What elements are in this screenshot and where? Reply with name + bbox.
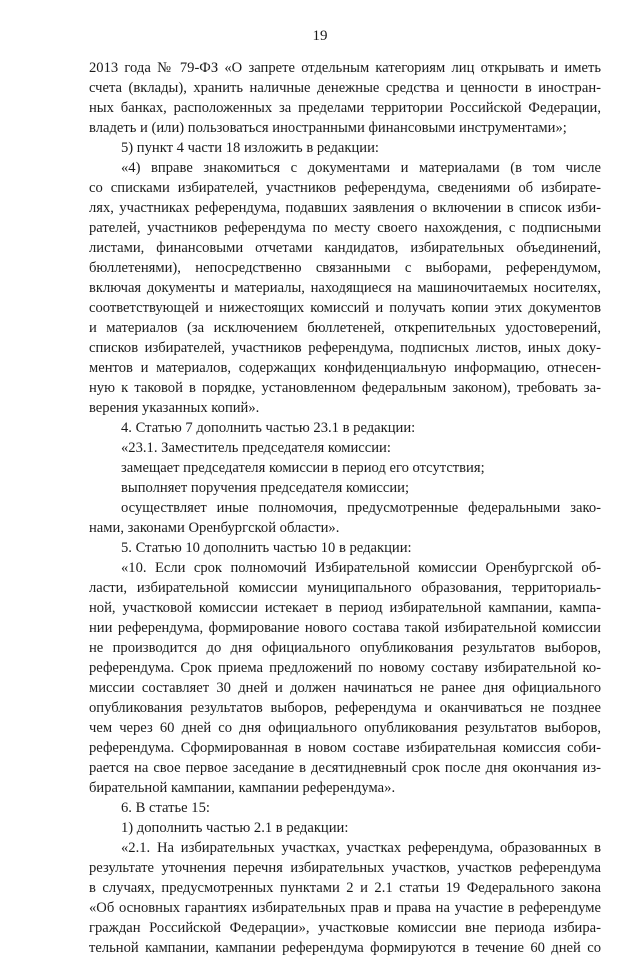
text-line: референдума. Срок приема предложений по новому составу избирательной ко- [89,660,601,676]
text-line: не производится до дня официального опубликования результатов выборов, [89,640,601,656]
text-line: «2.1. На избирательных участках, участках референдума, образованных в [121,840,601,856]
text-line: 2013 года № 79-ФЗ «О запрете отдельным категориям лиц открывать и иметь [89,60,601,76]
text-line: ной, участковой комиссии истекает в период избирательной кампании, кампа- [89,600,601,616]
text-line: ласти, избирательной комиссии муниципального образования, территориаль- [89,580,601,596]
text-line: ных банках, расположенных за пределами территории Российской Федерации, [89,100,601,116]
text-line: верения указанных копий». [89,400,260,416]
text-line: референдума. Сформированная в новом составе избирательная комиссия соби- [89,740,601,756]
text-line: рается на свое первое заседание в десятидневный срок после дня окончания из- [89,760,601,776]
text-line: замещает председателя комиссии в период его отсутствия; [121,460,485,476]
text-line: соответствующей и нижестоящих комиссий и получать копии этих документов [89,300,601,316]
text-line: счета (вклады), хранить наличные денежные средства и ценности в иностран- [89,80,601,96]
text-line: «Об основных гарантиях избирательных прав и права на участие в референдуме [89,900,601,916]
text-line: 1) дополнить частью 2.1 в редакции: [121,820,349,836]
text-line: нами, законами Оренбургской области». [89,520,340,536]
text-line: и материалов (за исключением бюллетеней, открепительных удостоверений, [89,320,601,336]
text-line: «23.1. Заместитель председателя комиссии: [121,440,391,456]
text-line: владеть и (или) пользоваться иностранными финансовыми инструментами»; [89,120,567,136]
text-line: в случаях, предусмотренных пунктами 2 и 2.1 статьи 19 Федерального закона [89,880,601,896]
text-line: бирательной кампании, кампании референдума». [89,780,396,796]
text-line: лях, участниках референдума, подавших заявления о включении в список изби- [89,200,601,216]
text-line: «10. Если срок полномочий Избирательной комиссии Оренбургской об- [121,560,601,576]
text-line: 5. Статью 10 дополнить частью 10 в редакции: [121,540,412,556]
text-line: выполняет поручения председателя комиссии; [121,480,410,496]
text-line: осуществляет иные полномочия, предусмотренные федеральными зако- [121,500,601,516]
text-line: ную к таковой в порядке, установленном федеральным законом), требовать за- [89,380,601,396]
text-line: 5) пункт 4 части 18 изложить в редакции: [121,140,379,156]
text-line: 6. В статье 15: [121,800,210,816]
text-line: списков избирателей, участников референдума, подписных листов, иных доку- [89,340,601,356]
text-line: граждан Российской Федерации», участковые комиссии вне периода избира- [89,920,601,936]
text-line: рателей, участников референдума по месту своего нахождения, с подписными [89,220,601,236]
document-body [89,58,601,958]
page-number: 19 [312,28,328,44]
text-line: 4. Статью 7 дополнить частью 23.1 в редакции: [121,420,416,436]
text-line: бюллетенями), непосредственно связанными с выборами, референдумом, [89,260,601,276]
text-line: включая документы и материалы, находящиеся на машиночитаемых носителях, [89,280,601,296]
text-line: миссии составляет 30 дней и должен начинаться не ранее дня официального [89,680,601,696]
text-line: ментов и материалов, содержащих конфиденциальную информацию, отнесен- [89,360,601,376]
text-line: листами, финансовыми отчетами кандидатов, избирательных объединений, [89,240,601,256]
text-line: тельной кампании, кампании референдума формируются в течение 60 дней со [89,940,601,956]
text-line: со списками избирателей, участников референдума, сведениями об избирате- [89,180,601,196]
text-line: опубликования результатов выборов, референдума и оканчиваться не позднее [89,700,601,716]
text-line: «4) вправе знакомиться с документами и материалами (в том числе [121,160,601,176]
text-line: нии референдума, формирование нового состава такой избирательной комиссии [89,620,601,636]
text-line: результате уточнения перечня избирательных участков, участков референдума [89,860,601,876]
text-line: чем через 60 дней со дня официального опубликования результатов выборов, [89,720,601,736]
